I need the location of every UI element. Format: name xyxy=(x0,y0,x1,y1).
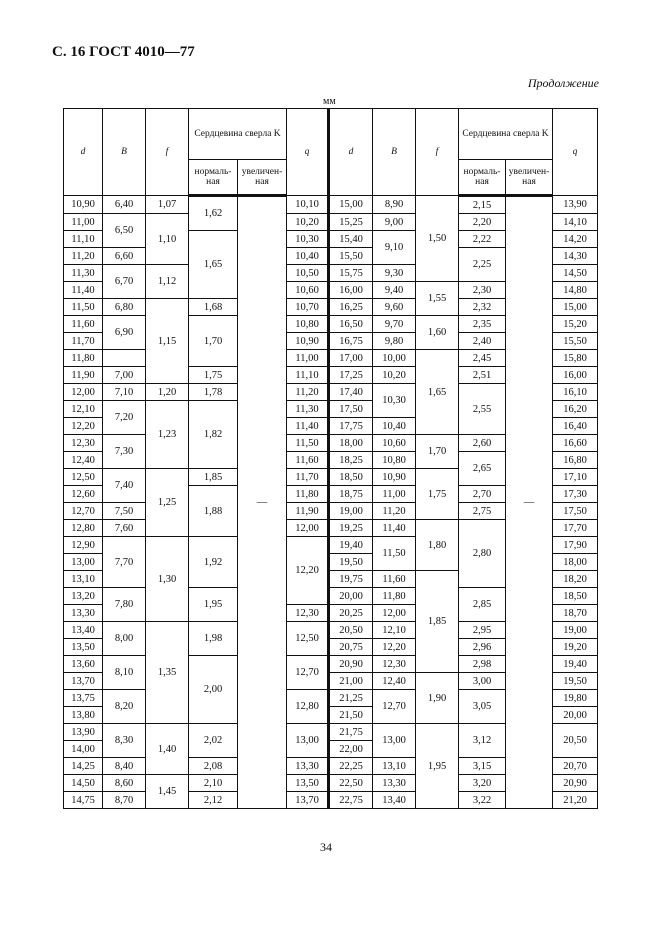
cell-q: 14,10 xyxy=(553,214,598,231)
cell-d: 11,00 xyxy=(64,214,103,231)
cell-q: 11,20 xyxy=(287,384,329,401)
cell-d: 12,10 xyxy=(64,401,103,418)
cell-b: 11,40 xyxy=(373,520,416,537)
col-normal-right: нормаль-ная xyxy=(459,160,506,196)
cell-q: 16,20 xyxy=(553,401,598,418)
cell-d: 13,30 xyxy=(64,605,103,622)
cell-q: 10,30 xyxy=(287,231,329,248)
cell-q: 18,00 xyxy=(553,554,598,571)
cell-q: 17,10 xyxy=(553,469,598,486)
cell-f: 1,30 xyxy=(146,537,189,622)
cell-d: 15,75 xyxy=(329,265,373,282)
cell-core-normal: 3,15 xyxy=(459,758,506,775)
cell-b: 10,20 xyxy=(373,367,416,384)
cell-f: 1,12 xyxy=(146,265,189,299)
cell-core-normal: 1,68 xyxy=(189,299,238,316)
cell-d: 17,40 xyxy=(329,384,373,401)
col-b-right: B xyxy=(373,109,416,196)
cell-d: 22,50 xyxy=(329,775,373,792)
cell-f: 1,90 xyxy=(416,673,459,724)
cell-q: 14,30 xyxy=(553,248,598,265)
cell-q: 20,50 xyxy=(553,724,598,758)
cell-b: 11,60 xyxy=(373,571,416,588)
col-core-right: Сердцевина сверла K xyxy=(459,109,553,160)
col-core-left: Сердцевина сверла K xyxy=(189,109,287,160)
cell-b: 10,90 xyxy=(373,469,416,486)
cell-q: 21,20 xyxy=(553,792,598,809)
cell-q: 17,90 xyxy=(553,537,598,554)
cell-b: 6,80 xyxy=(103,299,146,316)
col-f-right: f xyxy=(416,109,459,196)
page-number: 34 xyxy=(320,840,332,854)
cell-f: 1,23 xyxy=(146,401,189,469)
cell-core-normal: 3,20 xyxy=(459,775,506,792)
cell-b: 10,60 xyxy=(373,435,416,452)
cell-d: 13,10 xyxy=(64,571,103,588)
cell-core-normal: 2,96 xyxy=(459,639,506,656)
cell-q: 17,30 xyxy=(553,486,598,503)
cell-b: 9,70 xyxy=(373,316,416,333)
cell-q: 20,70 xyxy=(553,758,598,775)
cell-q: 11,30 xyxy=(287,401,329,418)
cell-b: 13,40 xyxy=(373,792,416,809)
cell-q: 16,00 xyxy=(553,367,598,384)
cell-b: 6,90 xyxy=(103,316,146,350)
cell-core-normal: 2,65 xyxy=(459,452,506,486)
cell-b: 8,20 xyxy=(103,690,146,724)
cell-q: 10,70 xyxy=(287,299,329,316)
cell-q: 12,70 xyxy=(287,656,329,690)
cell-core-normal: 2,35 xyxy=(459,316,506,333)
cell-b: 9,60 xyxy=(373,299,416,316)
cell-q: 11,60 xyxy=(287,452,329,469)
cell-core-normal: 2,20 xyxy=(459,214,506,231)
cell-b: 7,40 xyxy=(103,469,146,503)
cell-b: 13,00 xyxy=(373,724,416,758)
cell-d: 11,90 xyxy=(64,367,103,384)
cell-f: 1,75 xyxy=(416,469,459,520)
cell-b: 7,00 xyxy=(103,367,146,384)
cell-q: 20,90 xyxy=(553,775,598,792)
cell-core-normal: 2,75 xyxy=(459,503,506,520)
cell-d: 16,50 xyxy=(329,316,373,333)
cell-core-normal: 1,65 xyxy=(189,231,238,299)
cell-q: 10,10 xyxy=(287,196,329,214)
cell-core-normal: 2,30 xyxy=(459,282,506,299)
cell-b: 10,30 xyxy=(373,384,416,418)
cell-b: 12,20 xyxy=(373,639,416,656)
cell-f: 1,50 xyxy=(416,196,459,282)
cell-q: 10,20 xyxy=(287,214,329,231)
cell-d: 14,25 xyxy=(64,758,103,775)
cell-d: 13,20 xyxy=(64,588,103,605)
cell-d: 11,60 xyxy=(64,316,103,333)
cell-q: 10,50 xyxy=(287,265,329,282)
cell-d: 13,00 xyxy=(64,554,103,571)
cell-core-enlarged-dash: — xyxy=(506,196,553,809)
cell-q: 14,50 xyxy=(553,265,598,282)
cell-d: 13,70 xyxy=(64,673,103,690)
cell-d: 13,40 xyxy=(64,622,103,639)
cell-core-normal: 2,10 xyxy=(189,775,238,792)
cell-b: 7,20 xyxy=(103,401,146,435)
cell-core-normal: 2,98 xyxy=(459,656,506,673)
cell-core-normal: 2,80 xyxy=(459,520,506,588)
cell-d: 15,40 xyxy=(329,231,373,248)
cell-q: 19,40 xyxy=(553,656,598,673)
page-header: С. 16 ГОСТ 4010—77 xyxy=(52,44,195,60)
cell-d: 21,75 xyxy=(329,724,373,741)
cell-d: 21,00 xyxy=(329,673,373,690)
cell-d: 20,25 xyxy=(329,605,373,622)
cell-core-normal: 2,22 xyxy=(459,231,506,248)
cell-d: 13,80 xyxy=(64,707,103,724)
cell-d: 16,00 xyxy=(329,282,373,299)
cell-b: 6,40 xyxy=(103,196,146,214)
cell-d: 16,75 xyxy=(329,333,373,350)
cell-b: 9,40 xyxy=(373,282,416,299)
cell-q: 18,70 xyxy=(553,605,598,622)
cell-core-normal: 1,62 xyxy=(189,196,238,231)
cell-core-normal: 3,00 xyxy=(459,673,506,690)
cell-b: 8,60 xyxy=(103,775,146,792)
cell-q: 16,10 xyxy=(553,384,598,401)
cell-q: 13,30 xyxy=(287,758,329,775)
cell-b: 8,00 xyxy=(103,622,146,656)
cell-b: 6,70 xyxy=(103,265,146,299)
cell-b: 11,80 xyxy=(373,588,416,605)
cell-f: 1,35 xyxy=(146,622,189,724)
cell-q: 17,50 xyxy=(553,503,598,520)
cell-q: 16,60 xyxy=(553,435,598,452)
cell-f: 1,60 xyxy=(416,316,459,350)
cell-f: 1,40 xyxy=(146,724,189,775)
cell-f: 1,07 xyxy=(146,196,189,214)
cell-b: 12,40 xyxy=(373,673,416,690)
cell-f: 1,70 xyxy=(416,435,459,469)
cell-d: 20,00 xyxy=(329,588,373,605)
cell-d: 12,20 xyxy=(64,418,103,435)
cell-d: 11,30 xyxy=(64,265,103,282)
cell-q: 19,00 xyxy=(553,622,598,639)
cell-b: 11,50 xyxy=(373,537,416,571)
cell-d: 20,50 xyxy=(329,622,373,639)
cell-d: 11,50 xyxy=(64,299,103,316)
cell-b: 9,10 xyxy=(373,231,416,265)
cell-f: 1,20 xyxy=(146,384,189,401)
cell-b: 7,10 xyxy=(103,384,146,401)
cell-f: 1,25 xyxy=(146,469,189,537)
cell-core-normal: 2,12 xyxy=(189,792,238,809)
cell-d: 22,00 xyxy=(329,741,373,758)
cell-q: 16,80 xyxy=(553,452,598,469)
cell-core-normal: 2,55 xyxy=(459,384,506,435)
cell-core-normal: 1,98 xyxy=(189,622,238,656)
cell-d: 22,25 xyxy=(329,758,373,775)
cell-b: 10,00 xyxy=(373,350,416,367)
cell-d: 11,70 xyxy=(64,333,103,350)
col-enlarged-right: увеличен-ная xyxy=(506,160,553,196)
cell-b: 11,20 xyxy=(373,503,416,520)
cell-d: 18,00 xyxy=(329,435,373,452)
cell-q: 14,80 xyxy=(553,282,598,299)
cell-core-normal: 1,88 xyxy=(189,486,238,537)
cell-core-normal: 1,82 xyxy=(189,401,238,469)
cell-d: 12,30 xyxy=(64,435,103,452)
cell-d: 17,75 xyxy=(329,418,373,435)
cell-b: 12,30 xyxy=(373,656,416,673)
cell-b: 6,50 xyxy=(103,214,146,248)
col-d-right: d xyxy=(329,109,373,196)
cell-core-normal: 3,05 xyxy=(459,690,506,724)
cell-d: 12,40 xyxy=(64,452,103,469)
cell-b: 6,60 xyxy=(103,248,146,265)
cell-d: 11,10 xyxy=(64,231,103,248)
cell-d: 19,25 xyxy=(329,520,373,537)
cell-b: 9,80 xyxy=(373,333,416,350)
cell-d: 12,90 xyxy=(64,537,103,554)
units-label: мм xyxy=(323,96,336,107)
cell-f: 1,65 xyxy=(416,350,459,435)
cell-d: 18,75 xyxy=(329,486,373,503)
cell-d: 17,25 xyxy=(329,367,373,384)
cell-core-normal: 2,70 xyxy=(459,486,506,503)
cell-core-normal: 1,75 xyxy=(189,367,238,384)
cell-d: 11,20 xyxy=(64,248,103,265)
cell-core-normal: 2,25 xyxy=(459,248,506,282)
cell-d: 12,60 xyxy=(64,486,103,503)
cell-q: 10,90 xyxy=(287,333,329,350)
cell-b: 7,80 xyxy=(103,588,146,622)
col-normal-left: нормаль-ная xyxy=(189,160,238,196)
table-row xyxy=(64,196,598,214)
cell-b: 12,70 xyxy=(373,690,416,724)
cell-core-normal: 3,12 xyxy=(459,724,506,758)
cell-b: 8,10 xyxy=(103,656,146,690)
cell-d: 14,75 xyxy=(64,792,103,809)
cell-core-enlarged-dash: — xyxy=(238,196,287,809)
cell-core-normal: 2,08 xyxy=(189,758,238,775)
cell-d: 11,80 xyxy=(64,350,103,367)
cell-q: 12,50 xyxy=(287,622,329,656)
cell-f: 1,10 xyxy=(146,214,189,265)
cell-core-normal: 1,78 xyxy=(189,384,238,401)
cell-core-normal: 2,15 xyxy=(459,196,506,214)
cell-q: 16,40 xyxy=(553,418,598,435)
cell-q: 19,80 xyxy=(553,690,598,707)
cell-q: 19,20 xyxy=(553,639,598,656)
cell-core-normal: 2,85 xyxy=(459,588,506,622)
cell-d: 12,70 xyxy=(64,503,103,520)
cell-b: 13,30 xyxy=(373,775,416,792)
cell-core-normal: 1,92 xyxy=(189,537,238,588)
col-d-left: d xyxy=(64,109,103,196)
cell-f: 1,85 xyxy=(416,571,459,673)
cell-b: 7,60 xyxy=(103,520,146,537)
cell-core-normal: 2,02 xyxy=(189,724,238,758)
cell-d: 17,00 xyxy=(329,350,373,367)
cell-d: 21,25 xyxy=(329,690,373,707)
cell-b: 11,00 xyxy=(373,486,416,503)
cell-core-normal: 1,95 xyxy=(189,588,238,622)
cell-d: 13,75 xyxy=(64,690,103,707)
cell-q: 13,90 xyxy=(553,196,598,214)
cell-core-normal: 2,51 xyxy=(459,367,506,384)
cell-d: 18,25 xyxy=(329,452,373,469)
cell-d: 11,40 xyxy=(64,282,103,299)
cell-q: 11,80 xyxy=(287,486,329,503)
cell-b: 13,10 xyxy=(373,758,416,775)
cell-q: 14,20 xyxy=(553,231,598,248)
cell-d: 15,00 xyxy=(329,196,373,214)
col-b-left: B xyxy=(103,109,146,196)
col-q-right: q xyxy=(553,109,598,196)
cell-b: 9,30 xyxy=(373,265,416,282)
cell-q: 10,40 xyxy=(287,248,329,265)
cell-core-normal: 1,85 xyxy=(189,469,238,486)
table-body xyxy=(64,196,598,809)
cell-b: 7,70 xyxy=(103,537,146,588)
col-enlarged-left: увеличен-ная xyxy=(238,160,287,196)
cell-q: 13,00 xyxy=(287,724,329,758)
cell-f: 1,55 xyxy=(416,282,459,316)
cell-d: 14,00 xyxy=(64,741,103,758)
cell-b xyxy=(103,350,146,367)
cell-core-normal: 2,95 xyxy=(459,622,506,639)
cell-b: 8,90 xyxy=(373,196,416,214)
cell-q: 15,20 xyxy=(553,316,598,333)
cell-d: 19,00 xyxy=(329,503,373,520)
cell-d: 19,75 xyxy=(329,571,373,588)
cell-q: 18,50 xyxy=(553,588,598,605)
cell-q: 11,40 xyxy=(287,418,329,435)
cell-d: 13,50 xyxy=(64,639,103,656)
cell-core-normal: 2,40 xyxy=(459,333,506,350)
cell-d: 18,50 xyxy=(329,469,373,486)
cell-b: 10,40 xyxy=(373,418,416,435)
cell-d: 16,25 xyxy=(329,299,373,316)
cell-d: 19,50 xyxy=(329,554,373,571)
cell-d: 20,75 xyxy=(329,639,373,656)
cell-q: 11,90 xyxy=(287,503,329,520)
cell-b: 9,00 xyxy=(373,214,416,231)
cell-d: 12,00 xyxy=(64,384,103,401)
cell-b: 10,80 xyxy=(373,452,416,469)
cell-f: 1,80 xyxy=(416,520,459,571)
cell-q: 20,00 xyxy=(553,707,598,724)
cell-core-normal: 2,60 xyxy=(459,435,506,452)
cell-d: 19,40 xyxy=(329,537,373,554)
cell-d: 14,50 xyxy=(64,775,103,792)
cell-d: 17,50 xyxy=(329,401,373,418)
cell-q: 13,50 xyxy=(287,775,329,792)
cell-core-normal: 3,22 xyxy=(459,792,506,809)
cell-q: 12,30 xyxy=(287,605,329,622)
cell-d: 12,50 xyxy=(64,469,103,486)
cell-q: 19,50 xyxy=(553,673,598,690)
cell-core-normal: 2,45 xyxy=(459,350,506,367)
cell-b: 12,10 xyxy=(373,622,416,639)
cell-b: 7,50 xyxy=(103,503,146,520)
cell-q: 13,70 xyxy=(287,792,329,809)
cell-q: 15,50 xyxy=(553,333,598,350)
col-q-left: q xyxy=(287,109,329,196)
cell-d: 13,90 xyxy=(64,724,103,741)
cell-q: 11,50 xyxy=(287,435,329,452)
cell-b: 8,30 xyxy=(103,724,146,758)
cell-d: 22,75 xyxy=(329,792,373,809)
cell-q: 18,20 xyxy=(553,571,598,588)
cell-q: 11,10 xyxy=(287,367,329,384)
cell-q: 15,80 xyxy=(553,350,598,367)
cell-b: 8,40 xyxy=(103,758,146,775)
cell-d: 20,90 xyxy=(329,656,373,673)
cell-core-normal: 2,32 xyxy=(459,299,506,316)
cell-f: 1,45 xyxy=(146,775,189,809)
cell-q: 10,60 xyxy=(287,282,329,299)
drill-dimensions-table xyxy=(63,108,598,809)
cell-f: 1,15 xyxy=(146,299,189,384)
cell-b: 8,70 xyxy=(103,792,146,809)
cell-q: 15,00 xyxy=(553,299,598,316)
cell-d: 15,50 xyxy=(329,248,373,265)
cell-f: 1,95 xyxy=(416,724,459,809)
cell-core-normal: 2,00 xyxy=(189,656,238,724)
col-f-left: f xyxy=(146,109,189,196)
cell-b: 7,30 xyxy=(103,435,146,469)
cell-q: 10,80 xyxy=(287,316,329,333)
cell-q: 12,00 xyxy=(287,520,329,537)
cell-q: 12,20 xyxy=(287,537,329,605)
continuation-label: Продолжение xyxy=(527,76,599,90)
cell-q: 11,00 xyxy=(287,350,329,367)
cell-d: 21,50 xyxy=(329,707,373,724)
cell-q: 12,80 xyxy=(287,690,329,724)
cell-d: 10,90 xyxy=(64,196,103,214)
cell-q: 17,70 xyxy=(553,520,598,537)
cell-b: 12,00 xyxy=(373,605,416,622)
cell-core-normal: 1,70 xyxy=(189,316,238,367)
cell-d: 15,25 xyxy=(329,214,373,231)
cell-d: 12,80 xyxy=(64,520,103,537)
cell-d: 13,60 xyxy=(64,656,103,673)
cell-q: 11,70 xyxy=(287,469,329,486)
